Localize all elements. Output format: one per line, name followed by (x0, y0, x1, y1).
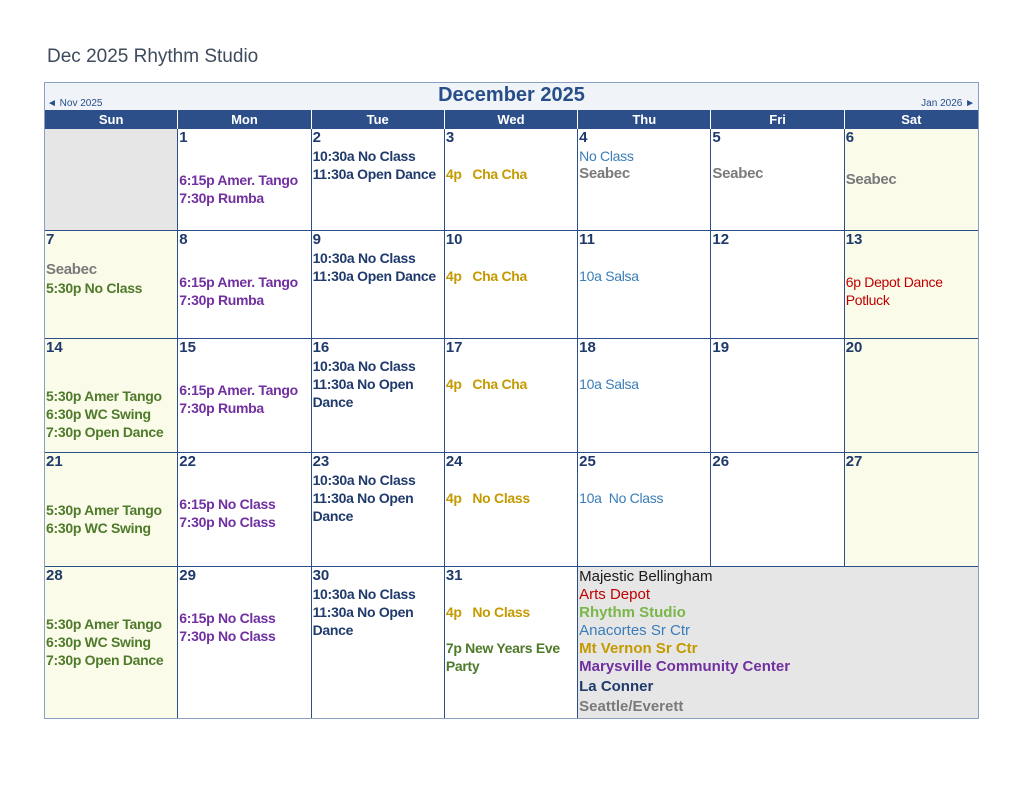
day-cell-29[interactable] (178, 567, 311, 718)
event: 5:30p Amer Tango (46, 616, 162, 632)
day-cell-empty (45, 129, 178, 231)
day-cell-13[interactable] (845, 231, 978, 339)
day-cell-1[interactable] (178, 129, 311, 231)
event: Party (445, 658, 480, 674)
event: Dance (312, 622, 354, 638)
event: No Class (579, 148, 634, 164)
event: 7:30p Rumba (179, 400, 264, 416)
day-cell-28[interactable] (45, 567, 178, 718)
day-cell-19[interactable] (711, 339, 844, 453)
legend-item-marysville: Marysville Community Center (579, 658, 791, 675)
day-number: 4 (579, 129, 588, 146)
day-number: 12 (712, 231, 730, 248)
day-number: 30 (312, 567, 330, 584)
event: 7p New Years Eve (445, 640, 560, 656)
day-cell-4[interactable] (578, 129, 711, 231)
day-cell-20[interactable] (845, 339, 978, 453)
event: 11:30a Open Dance (312, 166, 436, 182)
event: 4p No Class (445, 604, 530, 620)
day-cell-12[interactable] (711, 231, 844, 339)
day-cell-2[interactable] (312, 129, 445, 231)
event: 4p No Class (445, 490, 530, 506)
weekday-tue: Tue (312, 110, 445, 129)
day-number: 2 (312, 129, 321, 146)
day-number: 25 (579, 453, 596, 470)
day-number: 13 (845, 231, 863, 248)
event: Seabec (579, 165, 630, 182)
month-grid (45, 129, 978, 718)
day-number: 29 (179, 567, 196, 584)
day-number: 26 (712, 453, 730, 470)
day-number: 3 (445, 129, 455, 146)
day-number: 15 (179, 339, 196, 356)
day-cell-15[interactable] (178, 339, 311, 453)
day-cell-14[interactable] (45, 339, 178, 453)
event: 11:30a No Open (312, 376, 414, 392)
day-number: 8 (179, 231, 188, 248)
event: Seabec (46, 261, 97, 278)
event: 6:30p WC Swing (46, 634, 151, 650)
event: 11:30a No Open (312, 604, 414, 620)
event: 7:30p No Class (179, 514, 276, 530)
day-cell-24[interactable] (445, 453, 578, 567)
day-number: 20 (845, 339, 863, 356)
day-cell-18[interactable] (578, 339, 711, 453)
event: 10:30a No Class (312, 472, 416, 488)
event: Dance (312, 508, 354, 524)
day-number: 1 (179, 129, 188, 146)
day-cell-27[interactable] (845, 453, 978, 567)
day-number: 19 (712, 339, 730, 356)
day-number: 23 (312, 453, 330, 470)
venue-legend (578, 567, 978, 718)
weekday-wed: Wed (445, 110, 578, 129)
day-number: 14 (46, 339, 63, 356)
event: 10a No Class (579, 490, 664, 506)
event: 7:30p No Class (179, 628, 276, 644)
event: 7:30p Open Dance (46, 424, 164, 440)
day-cell-26[interactable] (711, 453, 844, 567)
day-cell-7[interactable] (45, 231, 178, 339)
event: 6:15p No Class (179, 496, 276, 512)
day-number: 31 (445, 567, 463, 584)
day-number: 10 (445, 231, 463, 248)
day-cell-9[interactable] (312, 231, 445, 339)
legend-item-majestic-bellingham: Majestic Bellingham (579, 568, 713, 585)
day-number: 17 (445, 339, 463, 356)
day-cell-8[interactable] (178, 231, 311, 339)
event: Dance (312, 394, 354, 410)
day-cell-30[interactable] (312, 567, 445, 718)
day-number: 22 (179, 453, 196, 470)
day-cell-17[interactable] (445, 339, 578, 453)
month-title: December 2025 (438, 84, 585, 106)
weekday-mon: Mon (178, 110, 311, 129)
event: 10a Salsa (579, 268, 639, 284)
event: 7:30p Rumba (179, 292, 264, 308)
event: 6:30p WC Swing (46, 520, 151, 536)
day-number: 9 (312, 231, 321, 248)
day-cell-25[interactable] (578, 453, 711, 567)
event: 11:30a No Open (312, 490, 414, 506)
day-number: 18 (579, 339, 596, 356)
event: 6:15p Amer. Tango (179, 382, 298, 398)
event: 5:30p Amer Tango (46, 502, 162, 518)
day-number: 5 (712, 129, 721, 146)
event: 6:15p Amer. Tango (179, 274, 298, 290)
event: 6p Depot Dance (845, 274, 943, 290)
event: 5:30p Amer Tango (46, 388, 162, 404)
day-cell-16[interactable] (312, 339, 445, 453)
event: 11:30a Open Dance (312, 268, 436, 284)
event: 10:30a No Class (312, 586, 416, 602)
legend-item-arts-depot: Arts Depot (579, 586, 651, 603)
event: Seabec (712, 165, 764, 182)
weekday-header (45, 110, 978, 129)
event: 5:30p No Class (46, 280, 143, 296)
day-cell-22[interactable] (178, 453, 311, 567)
event: 10:30a No Class (312, 148, 416, 164)
event: 7:30p Open Dance (46, 652, 164, 668)
event: 6:30p WC Swing (46, 406, 151, 422)
next-month-link[interactable]: Jan 2026 ► (921, 98, 975, 109)
day-cell-6[interactable] (845, 129, 978, 231)
day-number: 6 (845, 129, 855, 146)
day-number: 27 (845, 453, 863, 470)
calendar-header (45, 83, 978, 110)
event: 10:30a No Class (312, 250, 416, 266)
day-cell-3[interactable] (445, 129, 578, 231)
day-number: 11 (579, 231, 595, 248)
event: 7:30p Rumba (179, 190, 264, 206)
day-cell-11[interactable] (578, 231, 711, 339)
event: 6:15p No Class (179, 610, 276, 626)
day-number: 24 (445, 453, 463, 470)
day-cell-23[interactable] (312, 453, 445, 567)
event: 4p Cha Cha (445, 376, 528, 392)
legend-item-mt-vernon: Mt Vernon Sr Ctr (579, 640, 698, 657)
legend-item-seattle-everett: Seattle/Everett (579, 698, 684, 715)
event: 10a Salsa (579, 376, 639, 392)
weekday-fri: Fri (711, 110, 844, 129)
day-cell-31[interactable] (445, 567, 578, 718)
day-cell-10[interactable] (445, 231, 578, 339)
weekday-sat: Sat (901, 112, 922, 127)
event: Seabec (845, 171, 897, 188)
day-number: 21 (46, 453, 63, 470)
day-cell-5[interactable] (711, 129, 844, 231)
weekday-thu: Thu (578, 110, 711, 129)
page-title: Dec 2025 Rhythm Studio (47, 46, 259, 67)
event: 10:30a No Class (312, 358, 416, 374)
event: Potluck (845, 292, 890, 308)
legend-item-anacortes: Anacortes Sr Ctr (579, 622, 691, 639)
day-number: 16 (312, 339, 330, 356)
weekday-sun: Sun (45, 110, 178, 129)
legend-item-la-conner: La Conner (579, 678, 654, 695)
event: 6:15p Amer. Tango (179, 172, 298, 188)
day-number: 28 (46, 567, 63, 584)
event: 4p Cha Cha (445, 268, 528, 284)
legend-item-rhythm-studio: Rhythm Studio (579, 604, 686, 621)
calendar (44, 82, 979, 719)
prev-month-link[interactable]: ◄ Nov 2025 (47, 98, 103, 109)
day-number: 7 (46, 231, 55, 248)
event: 4p Cha Cha (445, 166, 528, 182)
day-cell-21[interactable] (45, 453, 178, 567)
